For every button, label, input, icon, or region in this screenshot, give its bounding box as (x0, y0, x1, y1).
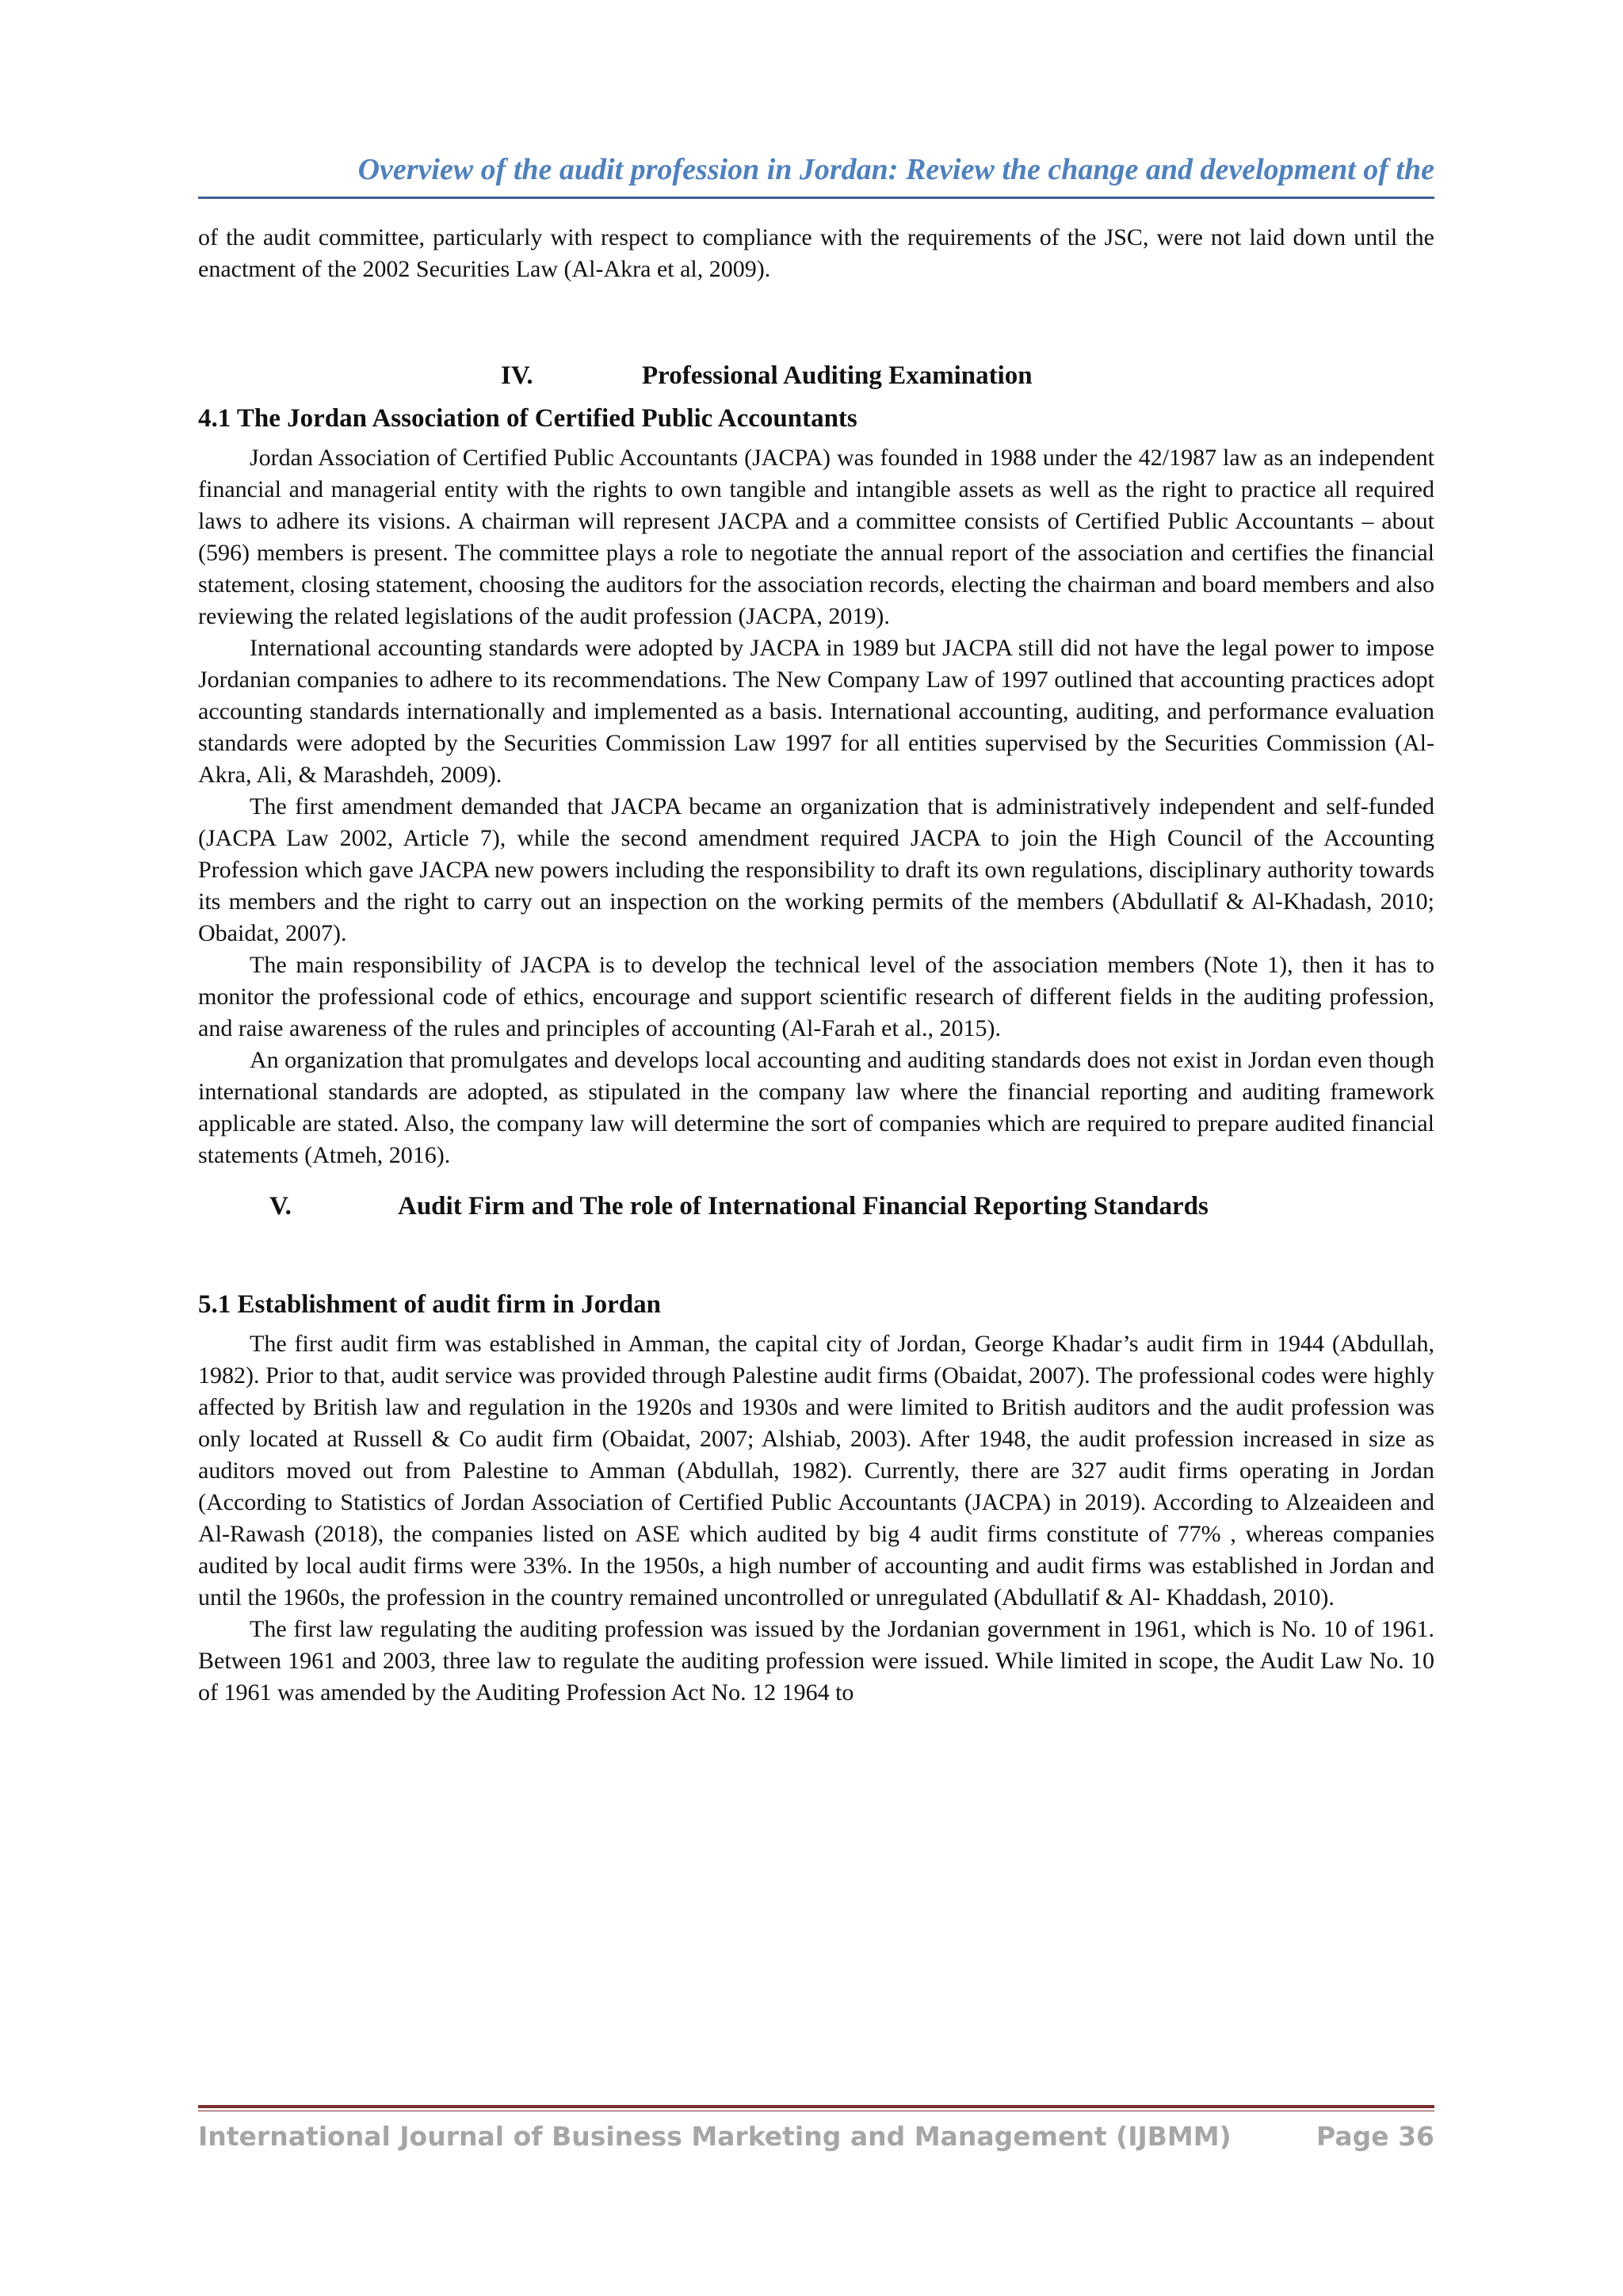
paragraph: International accounting standards were adopted by JACPA in 1989 but JACPA still did not have the legal power to impose Jordanian companies to adhere to its recommendations. The New Company Law of 1997 outlined that accounting practices adopt accounting standards internationally and implemented as a basis. International accounting, auditing, and performance evaluation standards were adopted by the Securities Commission Law 1997 for all entities supervised by the Securities Commission (Al-Akra, Ali, & Marashdeh, 2009). (198, 635, 1434, 788)
subsection-4-1-heading: 4.1 The Jordan Association of Certified Public Accountants (198, 404, 857, 433)
subsection-5-1-heading: 5.1 Establishment of audit firm in Jordan (198, 1290, 661, 1319)
section-iv-title: Professional Auditing Examination (642, 361, 1033, 390)
footer-rule (198, 2105, 1434, 2108)
footer-journal-name: International Journal of Business Marketing and Management (IJBMM) (198, 2121, 1232, 2152)
paragraph: The first audit firm was established in Amman, the capital city of Jordan, George Khadar’s audit firm in 1944 (Abdullah, 1982). Prior to that, audit service was provided through Palestine audit firms (Obaidat, 2007). The professional codes were highly affected by British law and regulation in the 1920s and 1930s and were limited to British auditors and the audit profession was only located at Russell & Co audit firm (Obaidat, 2007; Alshiab, 2003). After 1948, the audit profession increased in size as auditors moved out from Palestine to Amman (Abdullah, 1982). Currently, there are 327 audit firms operating in Jordan (According to Statistics of Jordan Association of Certified Public Accountants (JACPA) in 2019). According to Alzeaideen and Al-Rawash (2018), the companies listed on ASE which audited by big 4 audit firms constitute of 77% , whereas companies audited by local audit firms were 33%. In the 1950s, a high number of accounting and audit firms was established in Jordan and until the 1960s, the profession in the country remained uncontrolled or unregulated (Abdullatif & Al- Khaddash, 2010). (198, 1331, 1434, 1610)
section-iv-number: IV. (501, 361, 533, 390)
page-number: Page 36 (1316, 2121, 1434, 2152)
paragraph: An organization that promulgates and develops local accounting and auditing standards does not exist in Jordan even though international standards are adopted, as stipulated in the company law where the financial reporting and auditing framework applicable are stated. Also, the company law will determine the sort of companies which are required to prepare audited financial statements (Atmeh, 2016). (198, 1047, 1434, 1168)
paragraph: The first law regulating the auditing profession was issued by the Jordanian government in 1961, which is No. 10 of 1961. Between 1961 and 2003, three law to regulate the auditing profession were issued. While limited in scope, the Audit Law No. 10 of 1961 was amended by the Auditing Profession Act No. 12 1964 to (198, 1616, 1434, 1706)
section-v-title: Audit Firm and The role of International Financial Reporting Standards (398, 1192, 1209, 1221)
running-title: Overview of the audit profession in Jordan: Review the change and development of the (357, 153, 1434, 186)
paragraph: The main responsibility of JACPA is to develop the technical level of the association members (Note 1), then it has to monitor the professional code of ethics, encourage and support scientific research of different fields in the auditing profession, and raise awareness of the rules and principles of accounting (Al-Farah et al., 2015). (198, 952, 1434, 1041)
running-header (198, 152, 1434, 199)
intro-paragraph: of the audit committee, particularly with respect to compliance with the requirements of the JSC, were not laid down until the enactment of the 2002 Securities Law (Al-Akra et al, 2009). (198, 224, 1434, 282)
section-v-heading (198, 1189, 1434, 1224)
paragraph: The first amendment demanded that JACPA became an organization that is administratively independent and self-funded (JACPA Law 2002, Article 7), while the second amendment required JACPA to join the High Council of the Accounting Profession which gave JACPA new powers including the responsibility to draft its own regulations, disciplinary authority towards its members and the right to carry out an inspection on the working permits of the members (Abdullatif & Al-Khadash, 2010; Obaidat, 2007). (198, 793, 1434, 946)
section-v-number: V. (269, 1192, 292, 1221)
article-body (198, 222, 1434, 1709)
paragraph: Jordan Association of Certified Public Accountants (JACPA) was founded in 1988 under the 42/1987 law as an independent financial and managerial entity with the rights to own tangible and intangible assets as well as the right to practice all required laws to adhere its visions. A chairman will represent JACPA and a committee consists of Certified Public Accountants – about (596) members is present. The committee plays a role to negotiate the annual report of the association and certifies the financial statement, closing statement, choosing the auditors for the association records, electing the chairman and board members and also reviewing the related legislations of the audit profession (JACPA, 2019). (198, 445, 1434, 629)
section-iv-heading (198, 358, 1434, 393)
page-footer (198, 2121, 1434, 2156)
